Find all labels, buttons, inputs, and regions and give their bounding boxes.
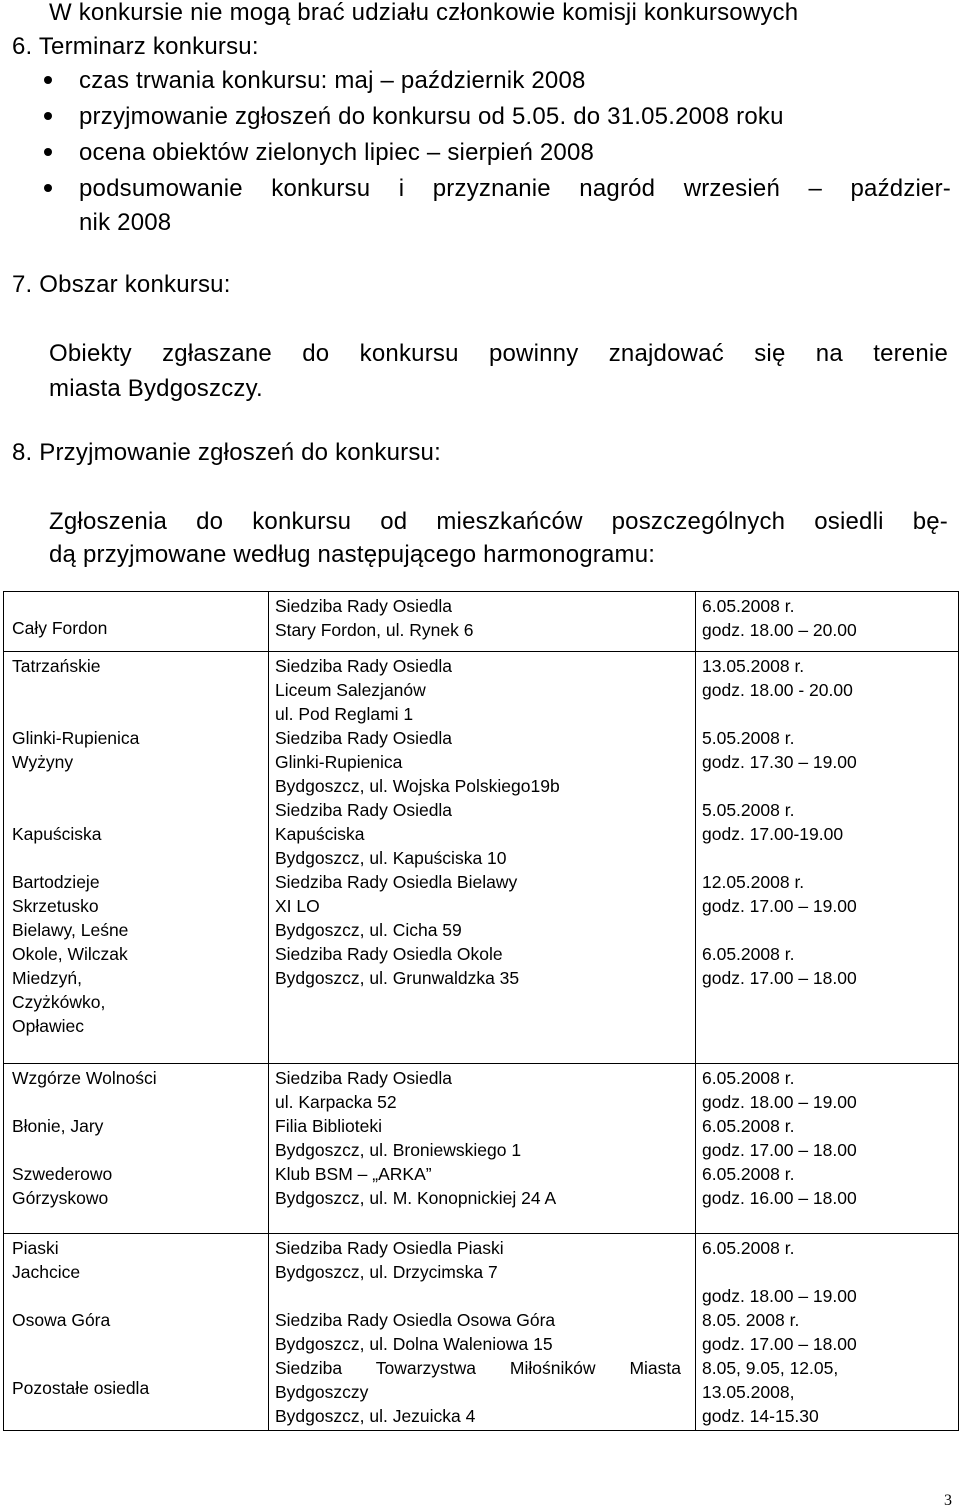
- location-line: ul. Karpacka 52: [275, 1092, 397, 1112]
- spacer: [12, 774, 268, 798]
- location-line: Bydgoszcz, ul. Broniewskiego 1: [275, 1140, 522, 1160]
- estate-name: Szwederowo: [12, 1164, 113, 1184]
- table-row: [4, 1234, 959, 1431]
- date-line: 8.05, 9.05, 12.05,: [702, 1358, 839, 1378]
- spacer: [12, 1284, 268, 1308]
- page-number: 3: [944, 1492, 952, 1509]
- date-line: 13.05.2008,: [702, 1382, 795, 1402]
- estate-name: Pozostałe osiedla: [12, 1378, 150, 1398]
- table-row: [4, 652, 959, 1064]
- estate-cell: [4, 1234, 269, 1431]
- location-line: Bydgoszcz, ul. Grunwaldzka 35: [275, 968, 520, 988]
- date-line: 12.05.2008 r.: [702, 872, 805, 892]
- bullet-item: ocena obiektów zielonych lipiec – sierpień 2008: [79, 139, 595, 166]
- date-line: godz. 17.30 – 19.00: [702, 752, 857, 772]
- location-line: Bydgoszcz, ul. Jezuicka 4: [275, 1406, 476, 1426]
- estate-name: Jachcice: [12, 1262, 81, 1282]
- location-line: Glinki-Rupienica: [275, 752, 403, 772]
- estate-name: Bielawy, Leśne: [12, 920, 129, 940]
- spacer: [12, 678, 268, 702]
- bullet-item: podsumowanie konkursu i przyznanie nagród wrzesień – paździer-: [79, 175, 951, 202]
- location-line: Filia Biblioteki: [275, 1116, 382, 1136]
- date-line: godz. 18.00 - 20.00: [702, 680, 853, 700]
- date-line: godz. 17.00 – 19.00: [702, 896, 857, 916]
- date-line: godz. 17.00-19.00: [702, 824, 844, 844]
- location-line: Siedziba Rady Osiedla Okole: [275, 944, 503, 964]
- date-line: godz. 14-15.30: [702, 1406, 819, 1426]
- location-line: Siedziba Rady Osiedla Piaski: [275, 1238, 504, 1258]
- estate-name: Piaski: [12, 1238, 59, 1258]
- location-line: Siedziba Rady Osiedla: [275, 596, 453, 616]
- estate-name: Czyżkówko,: [12, 992, 106, 1012]
- location-line: Stary Fordon, ul. Rynek 6: [275, 620, 474, 640]
- bullet-icon: [44, 112, 52, 120]
- estate-name: Cały Fordon: [12, 618, 108, 638]
- location-line: Bydgoszcz, ul. Drzycimska 7: [275, 1262, 498, 1282]
- date-cell: [696, 652, 959, 1064]
- estate-name: Glinki-Rupienica: [12, 728, 140, 748]
- estate-name: Opławiec: [12, 1016, 84, 1036]
- estate-cell: [4, 1064, 269, 1234]
- location-line: Bydgoszcz, ul. M. Konopnickiej 24 A: [275, 1188, 557, 1208]
- estate-name: Błonie, Jary: [12, 1116, 104, 1136]
- date-line: godz. 17.00 – 18.00: [702, 1140, 857, 1160]
- location-line: Klub BSM – „ARKA”: [275, 1164, 432, 1184]
- spacer: [12, 1332, 268, 1356]
- section-8-heading: 8. Przyjmowanie zgłoszeń do konkursu:: [12, 439, 441, 466]
- spacer: [275, 1284, 695, 1308]
- date-line: 6.05.2008 r.: [702, 1238, 795, 1258]
- location-line: Kapuściska: [275, 824, 365, 844]
- date-line: 13.05.2008 r.: [702, 656, 805, 676]
- spacer: [12, 702, 268, 726]
- estate-name: Skrzetusko: [12, 896, 99, 916]
- section-6-heading: 6. Terminarz konkursu:: [12, 33, 259, 60]
- bullet-icon: [44, 148, 52, 156]
- spacer: [12, 846, 268, 870]
- date-line: 6.05.2008 r.: [702, 1116, 795, 1136]
- location-line: Siedziba Rady Osiedla: [275, 728, 453, 748]
- location-line: Siedziba Towarzystwa Miłośników Miasta: [275, 1358, 681, 1378]
- section-8-text: Zgłoszenia do konkursu od mieszkańców poszczególnych osiedli bę-: [49, 508, 948, 535]
- location-line: Siedziba Rady Osiedla: [275, 800, 453, 820]
- spacer: [702, 1260, 958, 1284]
- location-line: Bydgoszcz, ul. Kapuściska 10: [275, 848, 507, 868]
- estate-name: Okole, Wilczak: [12, 944, 128, 964]
- date-line: 5.05.2008 r.: [702, 800, 795, 820]
- table-row: [4, 1064, 959, 1234]
- estate-name: Miedzyń,: [12, 968, 83, 988]
- estate-cell: [4, 652, 269, 1064]
- date-line: 6.05.2008 r.: [702, 1164, 795, 1184]
- spacer: [12, 1138, 268, 1162]
- location-line: Bydgoszcz, ul. Dolna Waleniowa 15: [275, 1334, 553, 1354]
- location-cell: [269, 592, 696, 652]
- estate-name: [12, 592, 268, 616]
- estate-name: Tatrzańskie: [12, 656, 101, 676]
- location-cell: [269, 652, 696, 1064]
- location-cell: [269, 1234, 696, 1431]
- date-line: godz. 18.00 – 19.00: [702, 1092, 857, 1112]
- spacer: [12, 798, 268, 822]
- bullet-item: przyjmowanie zgłoszeń do konkursu od 5.05. do 31.05.2008 roku: [79, 103, 784, 130]
- section-7-heading: 7. Obszar konkursu:: [12, 271, 231, 298]
- estate-name: Wzgórze Wolności: [12, 1068, 157, 1088]
- location-line: Bydgoszcz, ul. Cicha 59: [275, 920, 462, 940]
- estate-name: Osowa Góra: [12, 1310, 111, 1330]
- date-line: godz. 17.00 – 18.00: [702, 968, 857, 988]
- date-line: godz. 18.00 – 20.00: [702, 620, 857, 640]
- intro-line: W konkursie nie mogą brać udziału członkowie komisji konkursowych: [49, 0, 799, 26]
- bullet-icon: [44, 76, 52, 84]
- bullet-icon: [44, 184, 52, 192]
- estate-name: Bartodzieje: [12, 872, 100, 892]
- location-line: XI LO: [275, 896, 320, 916]
- location-line: ul. Pod Reglami 1: [275, 704, 414, 724]
- spacer: [702, 702, 958, 726]
- location-line: Siedziba Rady Osiedla: [275, 1068, 453, 1088]
- spacer: [702, 918, 958, 942]
- spacer: [12, 1090, 268, 1114]
- location-line: Bydgoszcz, ul. Wojska Polskiego19b: [275, 776, 560, 796]
- date-cell: [696, 592, 959, 652]
- location-line: Siedziba Rady Osiedla Osowa Góra: [275, 1310, 556, 1330]
- estate-cell: [4, 592, 269, 652]
- date-line: godz. 16.00 – 18.00: [702, 1188, 857, 1208]
- date-line: 6.05.2008 r.: [702, 1068, 795, 1088]
- bullet-item-continuation: nik 2008: [79, 209, 172, 236]
- bullet-item: czas trwania konkursu: maj – październik 2008: [79, 67, 586, 94]
- location-line: Liceum Salezjanów: [275, 680, 426, 700]
- section-8-text-continuation: dą przyjmowane według następującego harmonogramu:: [49, 541, 656, 568]
- estate-name: Wyżyny: [12, 752, 74, 772]
- spacer: [12, 1356, 268, 1376]
- schedule-table: [3, 591, 959, 1431]
- estate-name: Kapuściska: [12, 824, 102, 844]
- location-line: Bydgoszczy: [275, 1382, 369, 1402]
- date-line: 6.05.2008 r.: [702, 944, 795, 964]
- date-line: godz. 18.00 – 19.00: [702, 1286, 857, 1306]
- location-cell: [269, 1064, 696, 1234]
- date-cell: [696, 1234, 959, 1431]
- spacer: [702, 774, 958, 798]
- section-7-text: Obiekty zgłaszane do konkursu powinny znajdować się na terenie: [49, 340, 948, 367]
- section-7-text-continuation: miasta Bydgoszczy.: [49, 375, 263, 402]
- location-line: Siedziba Rady Osiedla: [275, 656, 453, 676]
- date-cell: [696, 1064, 959, 1234]
- estate-name: Górzyskowo: [12, 1188, 109, 1208]
- date-line: 8.05. 2008 r.: [702, 1310, 800, 1330]
- date-line: 5.05.2008 r.: [702, 728, 795, 748]
- location-line: Siedziba Rady Osiedla Bielawy: [275, 872, 518, 892]
- table-row: [4, 592, 959, 652]
- date-line: godz. 17.00 – 18.00: [702, 1334, 857, 1354]
- date-line: 6.05.2008 r.: [702, 596, 795, 616]
- spacer: [702, 846, 958, 870]
